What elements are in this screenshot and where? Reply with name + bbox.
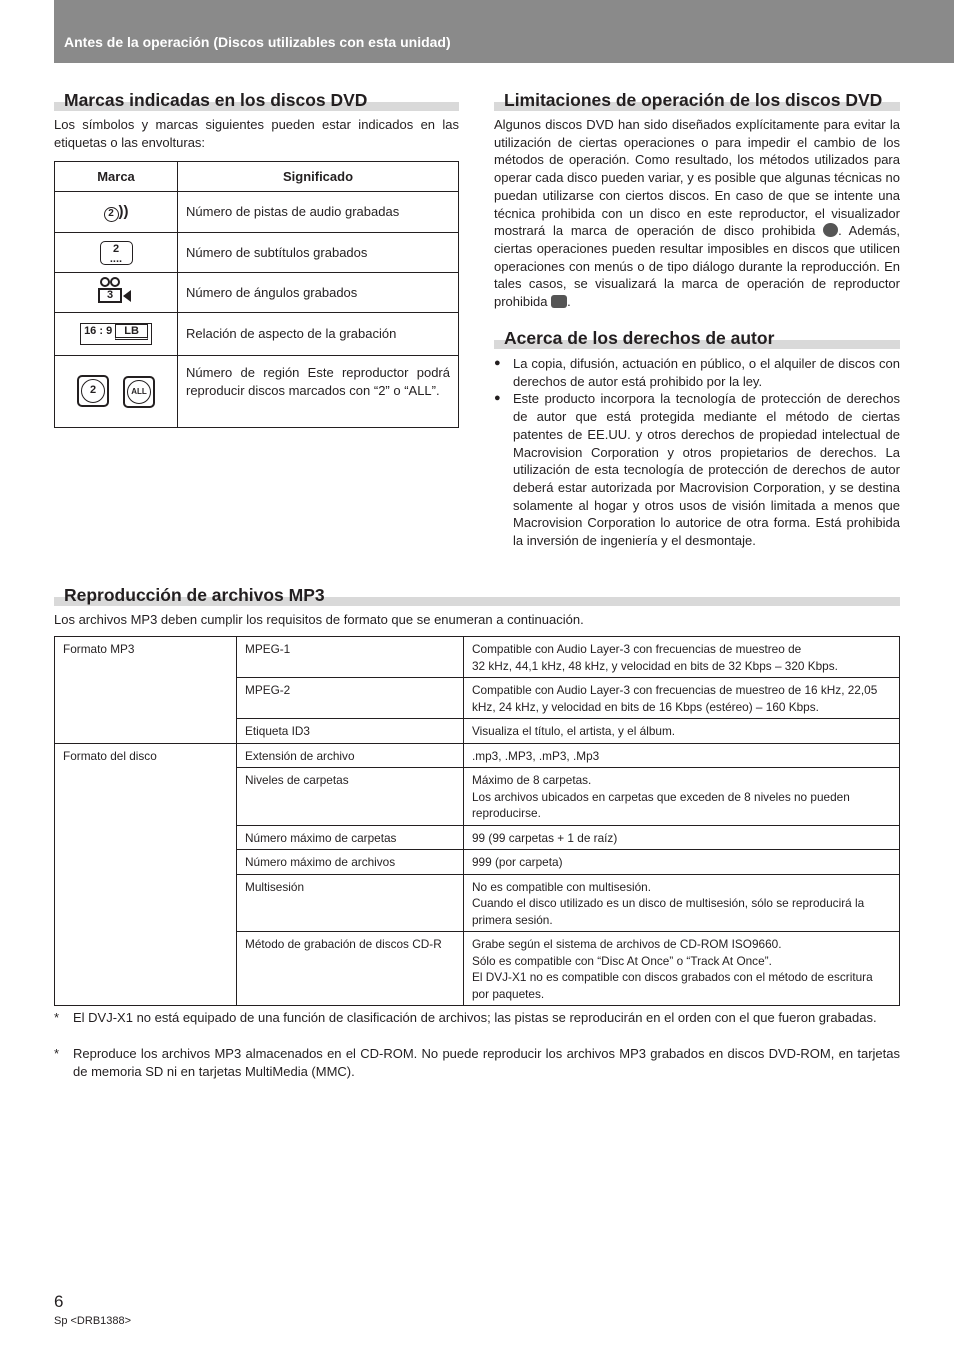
region-icon: 2	[77, 375, 109, 407]
mp3-heading: Reproducción de archivos MP3	[54, 585, 900, 605]
meaning: Número de ángulos grabados	[178, 273, 459, 313]
table-row: Formato MP3 MPEG-1 Compatible con Audio Layer-3 con frecuencias de muestreo de 32 kHz, 44,1 kHz, 48 kHz, y velocidad en bits de 32 Kbps – 320 Kbps.	[55, 637, 900, 678]
page-number: 6	[54, 1292, 64, 1311]
table-row: Formato del disco Extensión de archivo .mp3, .MP3, .mP3, .Mp3	[55, 743, 900, 768]
meaning: Número de pistas de audio grabadas	[178, 192, 459, 233]
aspect-ratio-icon: 16 : 9 LB	[80, 323, 152, 345]
col-meaning: Significado	[178, 162, 459, 192]
list-item: ● Este producto incorpora la tecnología de protección de derechos de autor que está protegida mediante el método de ciertas patentes de EE.UU. y otros derechos de propiedad intelectual de Macrovision Corporation y otros propietarios de derechos. La utilización de esta tecnología de protección de derechos de autor deberá estar autorizada por Macrovision Corporation, y se destina solamente al hogar y otros usos de visión limitada a menos que Macrovision Corporation lo autorice de otra forma. Está prohibida la inversión de ingeniería y el desmontaje.	[494, 390, 900, 549]
table-row: Método de grabación de discos CD-R Grabe según el sistema de archivos de CD-ROM ISO9660. Sólo es compatible con “Disc At Once” o “Track At Once”. El DVJ-X1 no es compatible con discos grabados con el método de escritura por paquetes.	[55, 932, 900, 1006]
player-prohibited-icon	[551, 295, 567, 308]
table-row: Número máximo de archivos 999 (por carpeta)	[55, 850, 900, 875]
footnote: * El DVJ-X1 no está equipado de una función de clasificación de archivos; las pistas se reproducirán en el orden con el que fueron grabadas.	[54, 1010, 877, 1025]
meaning: Relación de aspecto de la grabación	[178, 313, 459, 356]
limits-text: Algunos discos DVD han sido diseñados explícitamente para evitar la utilización de ciertas operaciones o para impedir el cambio de los métodos de operación. Como resultado, los métodos utilizados para operar cada disco pueden variar, y es posible que algunas técnicas no puedan utilizarse con ciertos discos. En caso de que se intente una técnica prohibida con un disco en este reproductor, el visualizador mostrará la marca de operación de disco prohibida . Además, ciertas operaciones pueden resultar imposibles en discos que utilicen operaciones con menús o de tipo diálogo durante la reproducción. En tales casos, se visualizará la marca de operación de reproductor prohibida .	[494, 117, 900, 310]
angles-icon: 3	[98, 277, 134, 305]
header-title: Antes de la operación (Discos utilizables con esta unidad)	[64, 34, 451, 50]
marks-heading: Marcas indicadas en los discos DVD	[54, 90, 459, 110]
table-row: Multisesión No es compatible con multisesión. Cuando el disco utilizado es un disco de multisesión, sólo se reproducirá la primera sesión.	[55, 874, 900, 932]
region-all-icon: ALL	[123, 376, 155, 408]
header-band	[54, 0, 954, 63]
table-row: Número máximo de carpetas 99 (99 carpetas + 1 de raíz)	[55, 825, 900, 850]
marks-intro: Los símbolos y marcas siguientes pueden estar indicados en las etiquetas o las envolturas:	[54, 117, 459, 150]
copyright-heading: Acerca de los derechos de autor	[494, 328, 900, 348]
footnote: * Reproduce los archivos MP3 almacenados en el CD-ROM. No puede reproducir los archivos MP3 grabados en discos DVD-ROM, en tarjetas de memoria SD ni en tarjetas MultiMedia (MMC).	[54, 1046, 900, 1079]
meaning: Número de región Este reproductor podrá reproducir discos marcados con “2” o “ALL”.	[178, 356, 459, 428]
list-item: ● La copia, difusión, actuación en público, o el alquiler de discos con derechos de autor está prohibido por la ley.	[494, 355, 900, 390]
limits-heading: Limitaciones de operación de los discos DVD	[494, 90, 900, 110]
table-row: MPEG-2 Compatible con Audio Layer-3 con frecuencias de muestreo de 16 kHz, 22,05 kHz, 24 kHz, y velocidad en bits de 16 Kbps (estéreo) – 160 Kbps.	[55, 678, 900, 719]
copyright-list	[494, 355, 900, 550]
meaning: Número de subtítulos grabados	[178, 233, 459, 273]
subtitles-icon: 2 ....	[100, 241, 133, 265]
table-row: Niveles de carpetas Máximo de 8 carpetas. Los archivos ubicados en carpetas que exceden de 8 niveles no pueden reproducirse.	[55, 768, 900, 826]
mp3-table	[54, 636, 900, 1006]
mp3-intro: Los archivos MP3 deben cumplir los requisitos de formato que se enumeran a continuación.	[54, 612, 584, 627]
table-row: Etiqueta ID3 Visualiza el título, el artista, y el álbum.	[55, 719, 900, 744]
col-mark: Marca	[55, 162, 178, 192]
document-code: Sp <DRB1388>	[54, 1315, 132, 1327]
marks-table	[54, 161, 459, 428]
audio-tracks-icon: 2 ))	[104, 203, 129, 222]
disc-prohibited-icon	[823, 223, 838, 237]
